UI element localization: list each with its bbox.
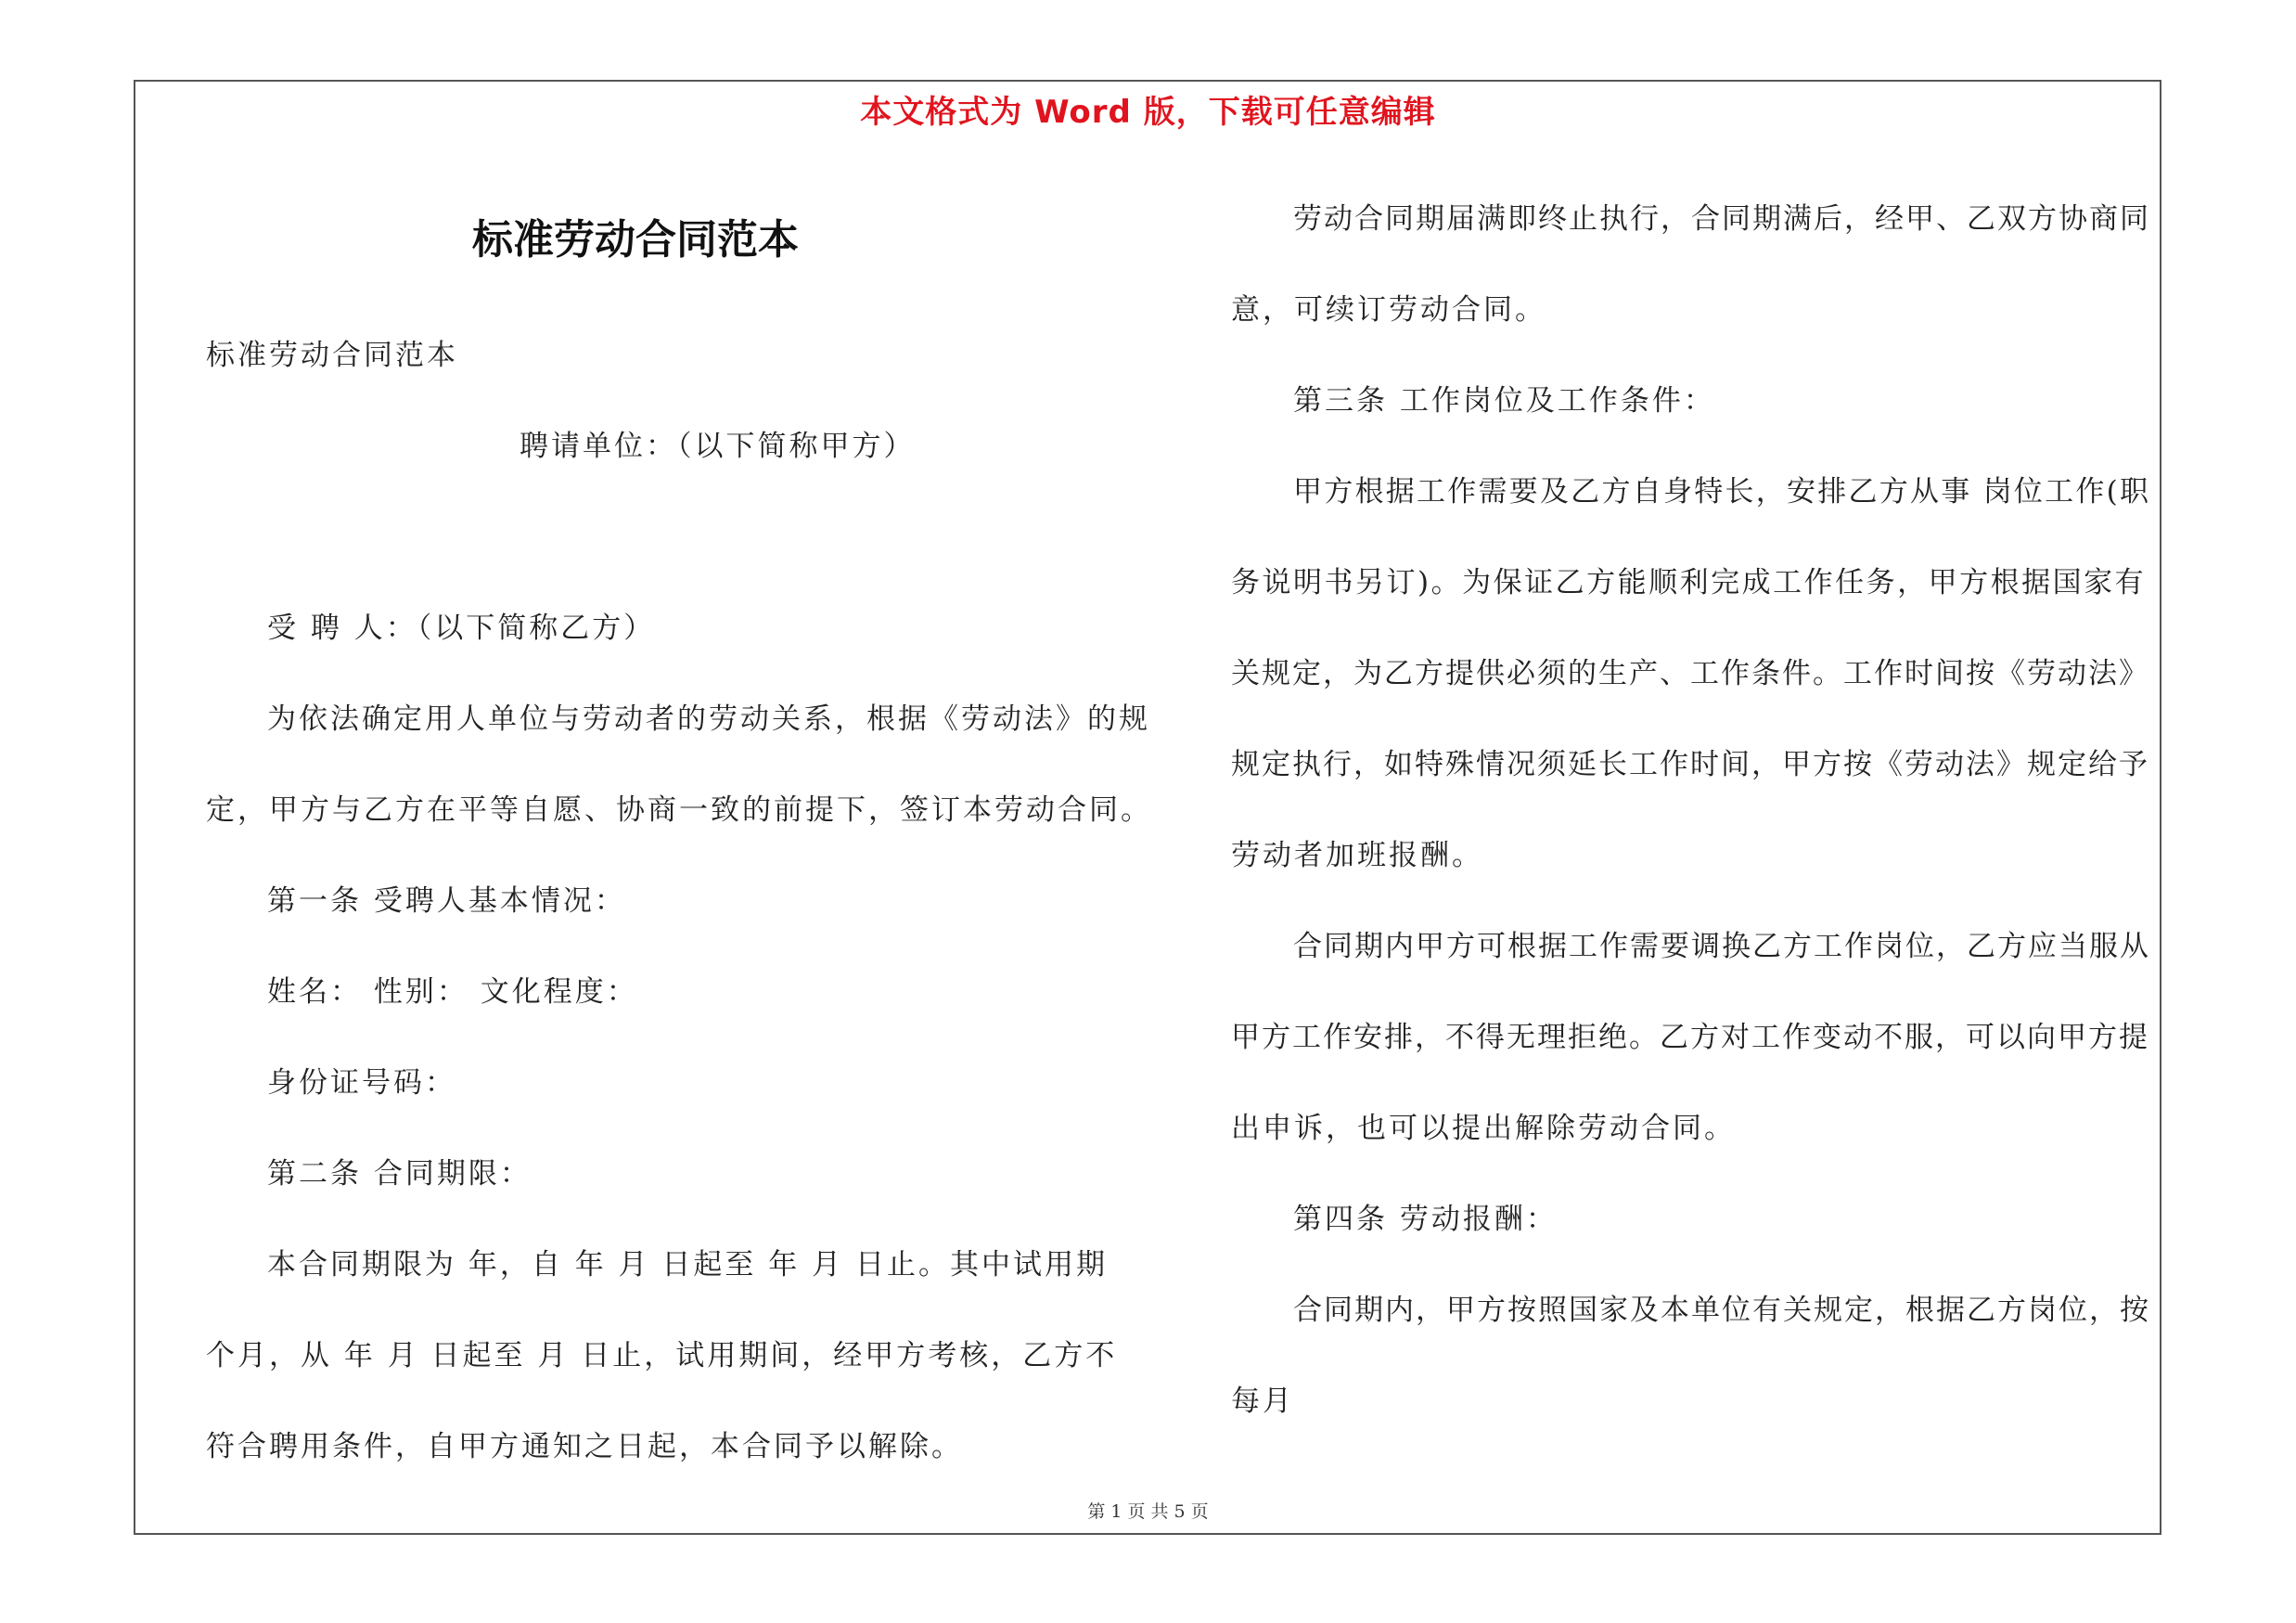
article-heading: 第一条 受聘人基本情况：: [267, 884, 626, 918]
employee-line: 受 聘 人：（以下简称乙方）: [267, 612, 656, 645]
word-format-banner: 本文格式为 Word 版，下载可任意编辑: [860, 94, 1436, 131]
paragraph-line: 出申诉，也可以提出解除劳动合同。: [1231, 1112, 1736, 1145]
paragraph-line: 劳动者加班报酬。: [1231, 839, 1483, 872]
paragraph-line: 规定执行，如特殊情况须延长工作时间，甲方按《劳动法》规定给予: [1231, 748, 2149, 781]
paragraph-line: 符合聘用条件，自甲方通知之日起，本合同予以解除。: [206, 1430, 963, 1463]
subtitle-line: 标准劳动合同范本: [206, 339, 458, 372]
article-heading: 第二条 合同期限：: [267, 1157, 532, 1191]
paragraph-line: 关规定，为乙方提供必须的生产、工作条件。工作时间按《劳动法》: [1231, 657, 2149, 690]
paragraph-line: 定，甲方与乙方在平等自愿、协商一致的前提下，签订本劳动合同。: [206, 793, 1152, 827]
article-heading: 第三条 工作岗位及工作条件：: [1293, 384, 1715, 418]
paragraph-line: 务说明书另订)。为保证乙方能顺利完成工作任务，甲方根据国家有: [1231, 566, 2147, 599]
page-number: 第 1 页 共 5 页: [1087, 1501, 1209, 1522]
paragraph-line: 合同期内甲方可根据工作需要调换乙方工作岗位，乙方应当服从: [1293, 930, 2150, 963]
paragraph-line: 合同期内，甲方按照国家及本单位有关规定，根据乙方岗位，按: [1293, 1294, 2150, 1327]
paragraph-line: 劳动合同期届满即终止执行，合同期满后，经甲、乙双方协商同: [1293, 202, 2150, 236]
employer-line: 聘请单位：（以下简称甲方）: [519, 430, 916, 463]
paragraph-line: 个月，从 年 月 日起至 月 日止，试用期间，经甲方考核，乙方不: [206, 1339, 1118, 1372]
field-line: 身份证号码：: [267, 1066, 456, 1100]
paragraph-line: 甲方工作安排，不得无理拒绝。乙方对工作变动不服，可以向甲方提: [1231, 1021, 2149, 1054]
paragraph-line: 每月: [1231, 1385, 1294, 1418]
document-title: 标准劳动合同范本: [472, 216, 799, 264]
paragraph-line: 意，可续订劳动合同。: [1231, 293, 1546, 327]
field-line: 姓名： 性别： 文化程度：: [267, 975, 638, 1009]
article-heading: 第四条 劳动报酬：: [1293, 1203, 1558, 1236]
paragraph-line: 甲方根据工作需要及乙方自身特长，安排乙方从事 岗位工作(职: [1293, 475, 2151, 509]
paragraph-line: 为依法确定用人单位与劳动者的劳动关系，根据《劳动法》的规: [267, 702, 1150, 736]
paragraph-line: 本合同期限为 年，自 年 月 日起至 年 月 日止。其中试用期: [267, 1248, 1108, 1282]
